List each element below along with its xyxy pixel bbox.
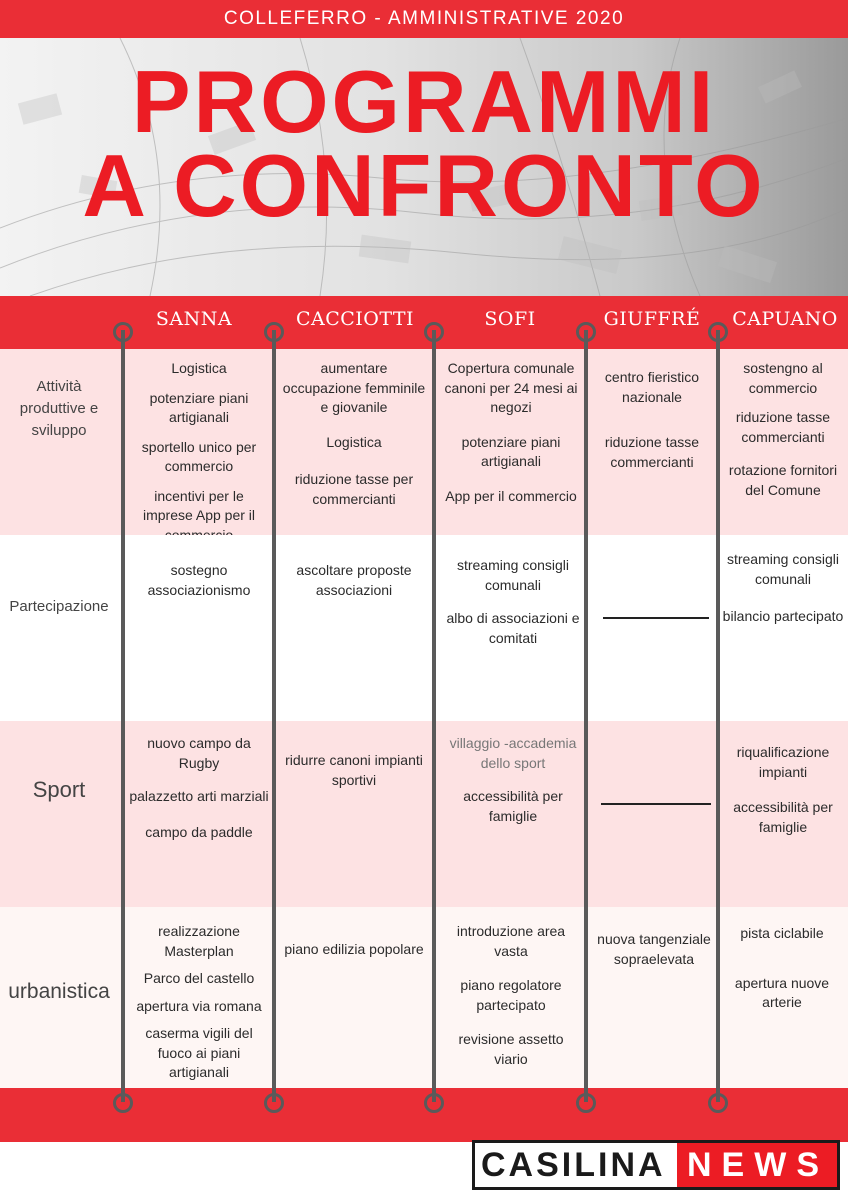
cell-item: albo di associazioni e comitati (446, 610, 580, 646)
cell-item: Logistica (171, 360, 227, 376)
cell-row1-sofi (440, 359, 582, 516)
subtitle: COLLEFERRO - AMMINISTRATIVE 2020 (223, 8, 625, 29)
cell-item: aumentare occupazione femminile e giovanile (282, 360, 426, 415)
cell-item: centro fieristico nazionale (604, 369, 700, 405)
cell-row3-cacciotti (280, 751, 428, 800)
cell-item: caserma vigili del fuoco ai piani artigianali (145, 1025, 253, 1080)
cell-item: streaming consigli comunali (726, 551, 840, 587)
cell-row4-sanna (128, 922, 270, 1093)
column-line-sanna (121, 330, 125, 1102)
timeline-node-icon (113, 322, 133, 342)
main-title-line1: PROGRAMMI (131, 52, 717, 151)
timeline-node-icon (264, 322, 284, 342)
logo-part2: NEWS (677, 1143, 837, 1187)
cell-row1-giuffre (592, 368, 712, 482)
subtitle-bar (0, 0, 848, 38)
cell-row1-capuano (722, 359, 844, 510)
hero-banner (0, 38, 848, 296)
cell-item: realizzazione Masterplan (158, 923, 240, 959)
cell-item: sostengno al commercio (743, 360, 823, 396)
cell-row3-sofi (440, 734, 586, 836)
cell-item: riqualificazione impianti (736, 744, 830, 780)
candidate-sofi: SOFI (484, 308, 536, 330)
timeline-node-icon (708, 322, 728, 342)
timeline-node-icon (264, 1093, 284, 1113)
cell-item: accessibilità per famiglie (733, 799, 833, 835)
candidate-cacciotti: CACCIOTTI (295, 308, 415, 330)
cell-row2-sofi (440, 556, 586, 658)
cell-item: potenziare piani artigianali (461, 433, 561, 469)
column-line-giuffre (584, 330, 588, 1102)
cell-item: Copertura comunale canoni per 24 mesi ai negozi (444, 360, 578, 415)
logo-part1: CASILINA (481, 1146, 666, 1184)
cell-row3-capuano (722, 743, 844, 847)
cell-item: nuovo campo da Rugby (147, 735, 251, 771)
row-label-partecipazione: Partecipazione (9, 598, 109, 615)
cell-row2-cacciotti (280, 561, 428, 610)
timeline-node-icon (708, 1093, 728, 1113)
cell-item: revisione assetto viario (458, 1031, 564, 1067)
cell-item: campo da paddle (145, 823, 253, 840)
timeline-node-icon (576, 1093, 596, 1113)
cell-row4-capuano (716, 924, 848, 1023)
casilina-news-logo (472, 1140, 840, 1190)
cell-row2-sanna (128, 561, 270, 610)
cell-item: streaming consigli comunali (456, 557, 570, 593)
cell-item: palazzetto arti marziali (129, 788, 269, 804)
timeline-node-icon (424, 1093, 444, 1113)
cell-item: pista ciclabile (740, 925, 824, 941)
column-line-sofi (432, 330, 436, 1102)
cell-item: App per il commercio (445, 487, 577, 504)
cell-item: apertura nuove arterie (734, 974, 830, 1010)
candidate-sanna: SANNA (155, 308, 233, 330)
candidate-giuffre: GIUFFRÉ (603, 308, 701, 330)
empty-cell-dash (603, 617, 709, 619)
cell-item: villaggio -accademia dello sport (449, 735, 577, 771)
cell-item: introduzione area vasta (456, 923, 566, 959)
cell-item: piano edilizia popolare (284, 941, 424, 957)
timeline-node-icon (424, 322, 444, 342)
cell-row4-cacciotti (280, 940, 428, 970)
column-line-capuano (716, 330, 720, 1102)
cell-row4-sofi (440, 922, 582, 1079)
main-title-line2: A CONFRONTO (82, 136, 766, 235)
cell-row3-sanna (128, 734, 270, 852)
cell-item: accessibilità per famiglie (463, 788, 563, 824)
cell-item: sportello unico per commercio (141, 438, 257, 474)
timeline-node-icon (576, 322, 596, 342)
cell-row4-giuffre (588, 930, 720, 979)
cell-item: riduzione tasse per commercianti (294, 471, 414, 507)
cell-item: riduzione tasse commercianti (604, 434, 700, 470)
column-line-cacciotti (272, 330, 276, 1102)
cell-item: incentivi per le imprese App per il (142, 487, 256, 523)
row-label-urbanistica: urbanistica (8, 980, 110, 1003)
row-label-attivita: Attività produttive e sviluppo (19, 378, 99, 439)
cell-item: riduzione tasse commercianti (735, 409, 831, 445)
timeline-node-icon (113, 1093, 133, 1113)
cell-row1-cacciotti (280, 359, 428, 519)
cell-item: rotazione fornitori del Comune (728, 462, 838, 498)
cell-item: piano regolatore partecipato (460, 977, 562, 1013)
cell-item: ascoltare proposte associazioni (296, 562, 412, 598)
cell-item: sostegno associazionismo (147, 562, 251, 598)
cell-item: Logistica (326, 433, 382, 450)
cell-item: Parco del castello (143, 970, 255, 986)
empty-cell-dash (601, 803, 711, 805)
cell-item: ridurre canoni impianti sportivi (285, 752, 423, 788)
cell-item: nuova tangenziale sopraelevata (597, 931, 711, 967)
cell-item: bilancio partecipato (722, 608, 844, 624)
cell-row1-sanna (128, 359, 270, 555)
cell-row2-capuano (722, 550, 844, 637)
candidate-capuano: CAPUANO (732, 308, 838, 330)
cell-item: potenziare piani artigianali (149, 389, 249, 425)
cell-item: apertura via romana (136, 997, 262, 1014)
row-label-sport: Sport (32, 777, 86, 802)
